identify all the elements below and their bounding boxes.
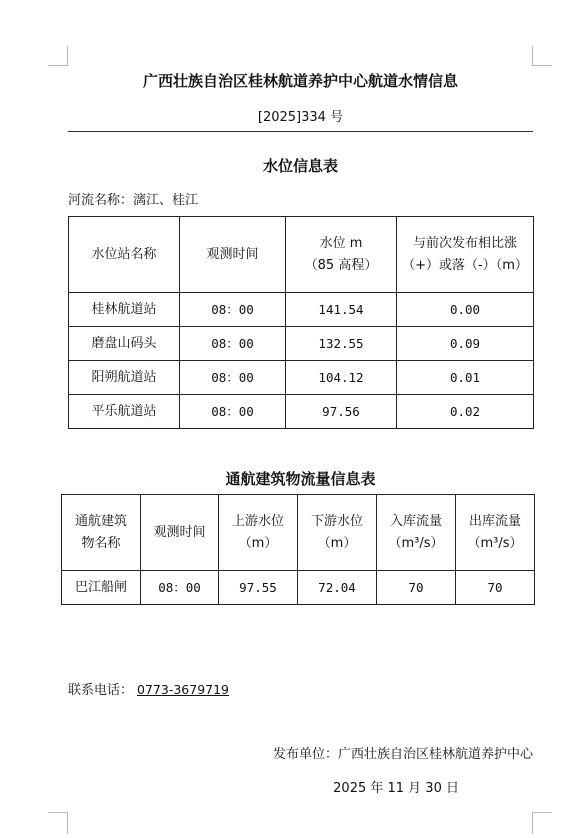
column-header-upstream-line2: （m） xyxy=(238,535,278,551)
column-header-structure-line1: 通航建筑 xyxy=(74,513,127,529)
column-header-inflow xyxy=(377,495,456,571)
column-header-change xyxy=(397,217,534,293)
water-level-table-title: 水位信息表 xyxy=(262,157,338,175)
column-header-inflow-line1: 入库流量 xyxy=(389,513,442,529)
level-cell: 97.56 xyxy=(286,395,397,429)
publish-date: 2025 年 11 月 30 日 xyxy=(333,781,459,796)
change-cell: 0.02 xyxy=(397,395,534,429)
river-name: 河流名称：漓江、桂江 xyxy=(68,193,199,208)
level-cell: 141.54 xyxy=(286,293,397,327)
upstream-cell: 97.55 xyxy=(219,571,298,605)
column-header-time: 观测时间 xyxy=(180,217,286,293)
column-header-change-line2: （+）或落（-）（m） xyxy=(402,257,528,273)
contact-line xyxy=(68,679,241,698)
table-row xyxy=(69,395,534,429)
crop-mark xyxy=(532,46,533,66)
time-cell: 08：00 xyxy=(141,571,219,605)
crop-mark xyxy=(67,812,68,834)
column-header-outflow-line2: （m³/s） xyxy=(467,535,523,551)
header-divider xyxy=(68,131,533,132)
column-header-downstream-line1: 下游水位 xyxy=(310,513,363,529)
column-header-structure-line2: 物名称 xyxy=(81,535,121,551)
document-number: [2025]334 号 xyxy=(257,110,344,125)
column-header-level xyxy=(286,217,397,293)
downstream-cell: 72.04 xyxy=(298,571,377,605)
crop-mark xyxy=(532,65,552,66)
column-header-outflow-line1: 出库流量 xyxy=(468,513,521,529)
change-cell: 0.01 xyxy=(397,361,534,395)
crop-mark xyxy=(532,812,533,834)
column-header-time: 观测时间 xyxy=(141,495,219,571)
level-cell: 132.55 xyxy=(286,327,397,361)
table-row xyxy=(69,293,534,327)
crop-mark xyxy=(48,65,68,66)
station-cell: 阳朔航道站 xyxy=(69,361,180,395)
column-header-structure xyxy=(62,495,141,571)
column-header-station: 水位站名称 xyxy=(69,217,180,293)
flow-table-title: 通航建筑物流量信息表 xyxy=(225,470,376,488)
change-cell: 0.00 xyxy=(397,293,534,327)
document-title: 广西壮族自治区桂林航道养护中心航道水情信息 xyxy=(142,72,458,90)
contact-label: 联系电话： xyxy=(68,683,134,698)
crop-mark xyxy=(48,812,68,813)
water-level-table xyxy=(68,216,534,429)
table-header-row xyxy=(69,217,534,293)
time-cell: 08：00 xyxy=(180,327,286,361)
column-header-outflow xyxy=(456,495,535,571)
time-cell: 08：00 xyxy=(180,361,286,395)
level-cell: 104.12 xyxy=(286,361,397,395)
column-header-inflow-line2: （m³/s） xyxy=(388,535,444,551)
station-cell: 平乐航道站 xyxy=(69,395,180,429)
table-row xyxy=(69,327,534,361)
column-header-level-line2: （85 高程） xyxy=(304,257,378,273)
crop-mark xyxy=(67,46,68,66)
time-cell: 08：00 xyxy=(180,395,286,429)
outflow-cell: 70 xyxy=(456,571,535,605)
flow-table xyxy=(61,494,535,605)
publisher: 发布单位：广西壮族自治区桂林航道养护中心 xyxy=(272,747,533,762)
column-header-upstream-line1: 上游水位 xyxy=(231,513,284,529)
structure-cell: 巴江船闸 xyxy=(62,571,141,605)
contact-phone: 0773-3679719 xyxy=(137,682,230,697)
table-header-row xyxy=(62,495,535,571)
column-header-level-line1: 水位 m xyxy=(319,235,363,251)
column-header-upstream xyxy=(219,495,298,571)
change-cell: 0.09 xyxy=(397,327,534,361)
table-row xyxy=(69,361,534,395)
station-cell: 磨盘山码头 xyxy=(69,327,180,361)
time-cell: 08：00 xyxy=(180,293,286,327)
table-row xyxy=(62,571,535,605)
station-cell: 桂林航道站 xyxy=(69,293,180,327)
column-header-change-line1: 与前次发布相比涨 xyxy=(412,235,517,251)
column-header-downstream xyxy=(298,495,377,571)
crop-mark xyxy=(532,812,552,813)
column-header-downstream-line2: （m） xyxy=(317,535,357,551)
inflow-cell: 70 xyxy=(377,571,456,605)
